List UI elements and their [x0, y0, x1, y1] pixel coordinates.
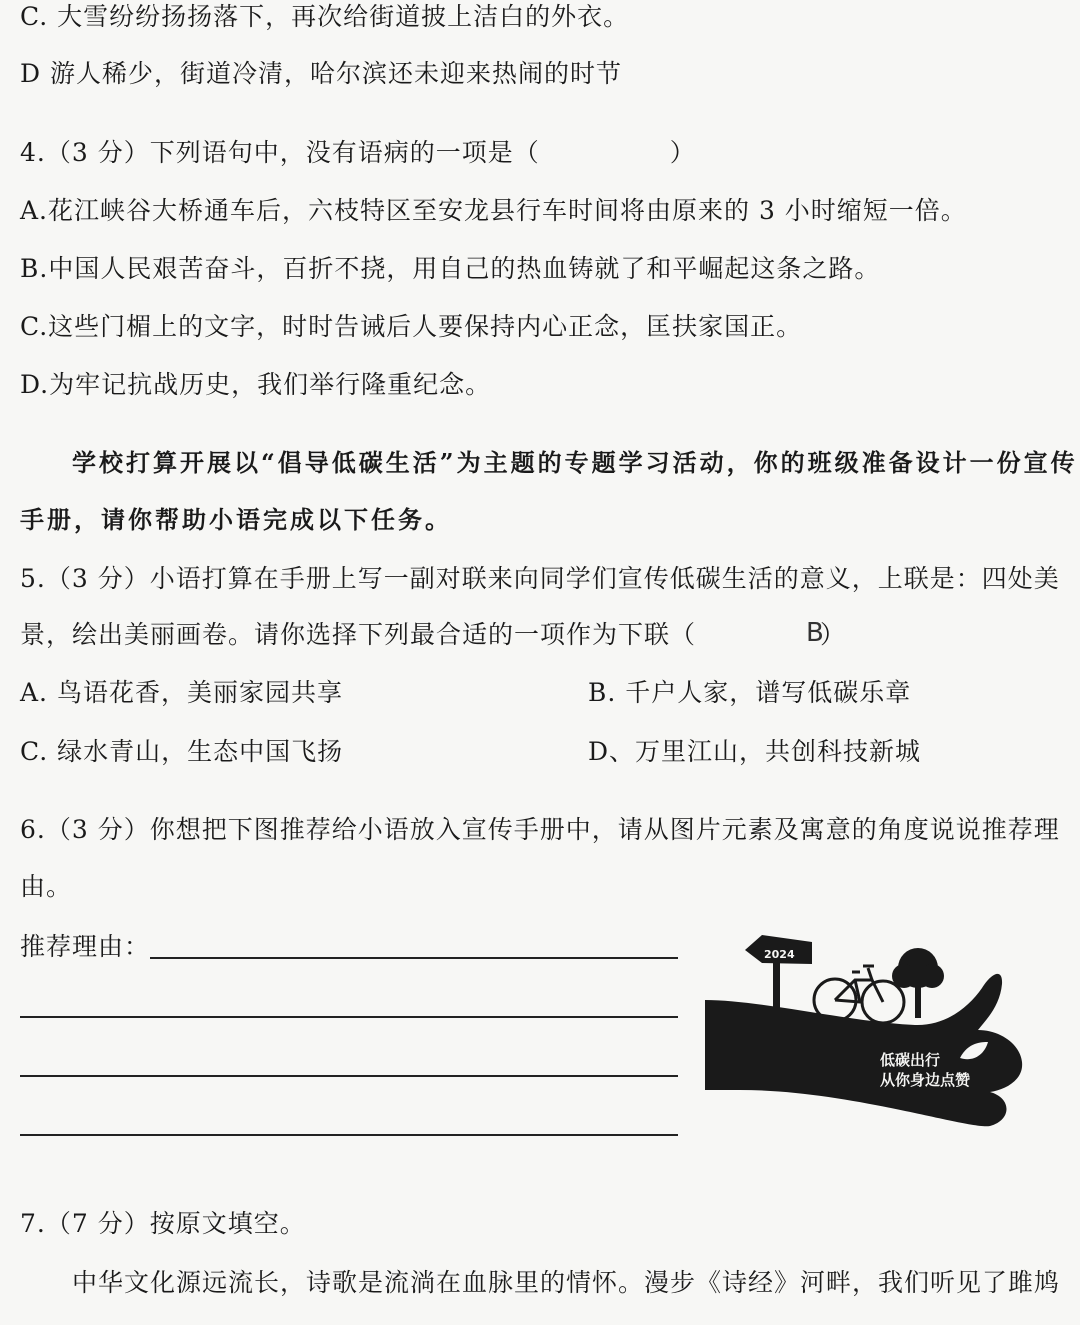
tree-icon [892, 948, 944, 1018]
slogan-line2: 从你身边点赞 [880, 1071, 971, 1089]
q4-option-b: B.中国人民艰苦奋斗，百折不挠，用自己的热血铸就了和平崛起这条之路。 [20, 254, 881, 283]
q4-option-c: C.这些门楣上的文字，时时告诫后人要保持内心正念，匡扶家国正。 [20, 312, 803, 341]
q4-option-d: D.为牢记抗战历史，我们举行隆重纪念。 [20, 370, 492, 399]
q4-option-a: A.花江峡谷大桥通车后，六枝特区至安龙县行车时间将由原来的 3 小时缩短一倍。 [20, 196, 967, 225]
q4-stem: 4.（3 分）下列语句中，没有语病的一项是（ ） [20, 138, 696, 167]
q5-stem-line2 [20, 618, 696, 652]
q5-option-d: D、万里江山，共创科技新城 [588, 737, 922, 766]
q5-stem-line1: 5.（3 分）小语打算在手册上写一副对联来向同学们宣传低碳生活的意义，上联是：四处美 [20, 564, 1060, 593]
signpost-icon [745, 935, 812, 1012]
answer-blank-4[interactable] [20, 1134, 678, 1136]
q6-stem-line1: 6.（3 分）你想把下图推荐给小语放入宣传手册中，请从图片元素及寓意的角度说说推荐理 [20, 815, 1060, 844]
activity-intro-line2: 手册，请你帮助小语完成以下任务。 [20, 505, 452, 534]
answer-blank-3[interactable] [20, 1075, 678, 1077]
answer-blank-1[interactable] [150, 957, 678, 959]
q6-stem-line2: 由。 [20, 872, 73, 901]
q3-option-d: D 游人稀少，街道冷清，哈尔滨还未迎来热闹的时节 [20, 59, 622, 88]
q5-stem-text: 景，绘出美丽画卷。请你选择下列最合适的一项作为下联（ [20, 620, 697, 649]
q3-option-c: C. 大雪纷纷扬扬落下，再次给街道披上洁白的外衣。 [20, 2, 630, 31]
q7-text: 中华文化源远流长，诗歌是流淌在血脉里的情怀。漫步《诗经》河畔，我们听见了雎鸠 [72, 1268, 1061, 1297]
sign-text: 2024 [764, 948, 795, 961]
q5-option-b: B. 千户人家，谱写低碳乐章 [588, 678, 912, 707]
handwritten-answer: B [806, 618, 824, 648]
activity-intro-line1: 学校打算开展以“倡导低碳生活”为主题的专题学习活动，你的班级准备设计一份宣传 [72, 448, 1078, 477]
q5-stem-close: ） [820, 620, 847, 649]
slogan-line1: 低碳出行 [880, 1051, 941, 1069]
answer-blank-2[interactable] [20, 1016, 678, 1018]
q5-option-c: C. 绿水青山，生态中国飞扬 [20, 737, 344, 766]
q6-answer-label: 推荐理由： [20, 932, 151, 961]
low-carbon-illustration [700, 930, 1030, 1140]
q7-stem: 7.（7 分）按原文填空。 [20, 1209, 306, 1238]
q5-option-a: A. 鸟语花香，美丽家园共享 [20, 678, 343, 707]
bicycle-icon [814, 966, 904, 1023]
